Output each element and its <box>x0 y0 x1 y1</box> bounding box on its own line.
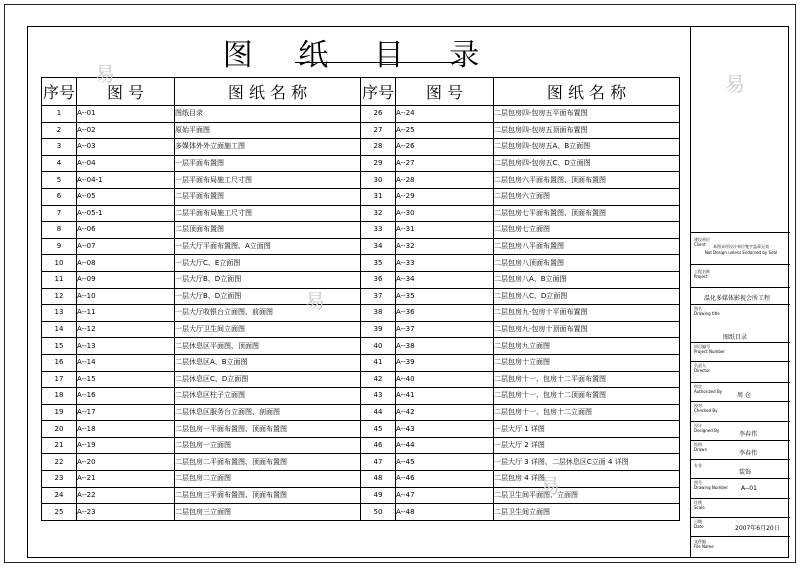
row-drawing-code: A--30 <box>396 205 494 222</box>
row-drawing-code: A--04-1 <box>77 172 175 189</box>
row-drawing-name: 一层大厅C、E立面图 <box>175 255 361 272</box>
row-drawing-code: A--32 <box>396 238 494 255</box>
project-label-en: Project <box>694 274 708 279</box>
row-index: 3 <box>42 139 77 156</box>
row-drawing-name: 二层包房二立面图 <box>175 471 361 488</box>
table-row <box>42 255 680 272</box>
row-index: 2 <box>42 122 77 139</box>
row-index: 10 <box>42 255 77 272</box>
row-drawing-name: 二层包房一平面布置图、顶面布置图 <box>175 421 361 438</box>
table-row <box>42 504 680 521</box>
scale-label: 比例 <box>694 500 702 505</box>
client-label: 建设单位 <box>694 237 710 242</box>
date-value: 2007年6月20日 <box>735 525 780 532</box>
table-row <box>42 354 680 371</box>
row-drawing-code: A--01 <box>77 106 175 123</box>
table-row <box>42 155 680 172</box>
row-drawing-name: 二层包房七平面布置图、顶面布置图 <box>494 205 680 222</box>
drawn-label: 绘图 <box>694 442 702 447</box>
row-drawing-name: 二层包房十一、包房十二平面布置图 <box>494 371 680 388</box>
table-row <box>42 487 680 504</box>
file-name-label-en: File Name <box>694 544 714 549</box>
discipline-label: 专业 <box>694 463 702 468</box>
table-row <box>42 222 680 239</box>
seal-note: 本图未经设计单位签字盖章无效 <box>713 244 769 249</box>
row-drawing-code: A--27 <box>396 155 494 172</box>
row-drawing-code: A--45 <box>396 454 494 471</box>
authorized-label-en: Authorized By <box>694 389 723 394</box>
row-index: 16 <box>42 354 77 371</box>
row-drawing-code: A--33 <box>396 255 494 272</box>
row-index: 25 <box>42 504 77 521</box>
row-drawing-code: A--14 <box>77 354 175 371</box>
designed-label-en: Designed By <box>694 428 720 433</box>
row-index: 21 <box>42 437 77 454</box>
row-drawing-code: A--08 <box>77 255 175 272</box>
row-drawing-code: A--38 <box>396 338 494 355</box>
row-index: 6 <box>42 188 77 205</box>
row-drawing-name: 二层包房八A、B立面图 <box>494 271 680 288</box>
row-drawing-code: A--29 <box>396 188 494 205</box>
header-index-right: 序号 <box>361 78 396 106</box>
row-index: 44 <box>361 404 396 421</box>
drawing-number-label: 图号 <box>694 480 702 485</box>
row-drawing-code: A--41 <box>396 388 494 405</box>
row-drawing-code: A--44 <box>396 437 494 454</box>
row-drawing-code: A--48 <box>396 504 494 521</box>
row-drawing-code: A--24 <box>396 106 494 123</box>
project-label: 工程名称 <box>694 269 710 274</box>
row-drawing-code: A--46 <box>396 471 494 488</box>
row-drawing-name: 二层包房二平面布置图、顶面布置图 <box>175 454 361 471</box>
row-index: 18 <box>42 388 77 405</box>
row-index: 14 <box>42 321 77 338</box>
row-drawing-name: 多媒体外外立面施工图 <box>175 139 361 156</box>
row-drawing-name: 二层包房六立面图 <box>494 188 680 205</box>
row-index: 29 <box>361 155 396 172</box>
row-index: 8 <box>42 222 77 239</box>
row-index: 15 <box>42 338 77 355</box>
row-index: 5 <box>42 172 77 189</box>
row-drawing-name: 二层包房八顶面布置图 <box>494 255 680 272</box>
watermark-glyph: 易 <box>95 62 115 86</box>
row-index: 42 <box>361 371 396 388</box>
row-drawing-name: 二层卫生间平面图、立面图 <box>494 487 680 504</box>
row-index: 45 <box>361 421 396 438</box>
row-index: 47 <box>361 454 396 471</box>
row-drawing-name: 二层包房九-包房十平面布置图 <box>494 305 680 322</box>
director-label: 负责人 <box>694 363 706 368</box>
row-drawing-code: A--25 <box>396 122 494 139</box>
header-index-left: 序号 <box>42 78 77 106</box>
discipline-value: 装饰 <box>739 469 752 476</box>
drawn-value: 李春伟 <box>739 450 758 457</box>
row-index: 1 <box>42 106 77 123</box>
row-drawing-name: 二层平面布局施工尺寸图 <box>175 205 361 222</box>
row-index: 27 <box>361 122 396 139</box>
row-index: 49 <box>361 487 396 504</box>
row-index: 7 <box>42 205 77 222</box>
scale-label-en: Scale <box>694 505 705 510</box>
row-drawing-code: A--20 <box>77 454 175 471</box>
row-drawing-name: 二层休息区A、B立面图 <box>175 354 361 371</box>
authorized-label: 审定 <box>694 384 702 389</box>
title-block <box>690 26 789 558</box>
table-row <box>42 338 680 355</box>
director-label-en: Director <box>694 368 711 373</box>
row-drawing-code: A--37 <box>396 321 494 338</box>
row-index: 4 <box>42 155 77 172</box>
catalog-table <box>41 77 680 521</box>
drawing-title-value: 图纸目录 <box>723 334 748 341</box>
row-drawing-code: A--12 <box>77 321 175 338</box>
project-number-label-en: Project Number <box>694 349 726 354</box>
row-drawing-name: 图纸目录 <box>175 106 361 123</box>
row-drawing-code: A--17 <box>77 404 175 421</box>
page-title: 图 纸 目 录 <box>222 38 498 73</box>
row-drawing-code: A--39 <box>396 354 494 371</box>
row-drawing-name: 二层平面布置图 <box>175 188 361 205</box>
row-index: 35 <box>361 255 396 272</box>
table-row <box>42 205 680 222</box>
row-drawing-code: A--10 <box>77 288 175 305</box>
row-drawing-name: 二层包房七立面图 <box>494 222 680 239</box>
row-drawing-name: 一层大厅平面布置图、A立面图 <box>175 238 361 255</box>
row-drawing-name: 一层平面布置图 <box>175 155 361 172</box>
row-drawing-code: A--42 <box>396 404 494 421</box>
row-drawing-code: A--09 <box>77 271 175 288</box>
table-row <box>42 139 680 156</box>
watermark-glyph: 易 <box>725 72 745 96</box>
table-row <box>42 388 680 405</box>
row-index: 39 <box>361 321 396 338</box>
row-drawing-name: 二层顶面布置图 <box>175 222 361 239</box>
drawing-title-label: 图名 <box>694 306 702 311</box>
row-drawing-name: 二层包房一立面图 <box>175 437 361 454</box>
row-drawing-name: 二层包房三平面布置图、顶面布置图 <box>175 487 361 504</box>
row-drawing-name: 一层大厅 2 详图 <box>494 437 680 454</box>
row-index: 38 <box>361 305 396 322</box>
table-row <box>42 172 680 189</box>
row-drawing-name: 二层包房十立面图 <box>494 354 680 371</box>
client-label-en: Client <box>694 242 706 247</box>
watermark-glyph: 易 <box>540 474 560 498</box>
row-drawing-name: 原始平面图 <box>175 122 361 139</box>
seal-note-en: Not Design unless Endorsed by Seal <box>704 250 778 255</box>
row-drawing-name: 一层平面布局施工尺寸图 <box>175 172 361 189</box>
row-index: 50 <box>361 504 396 521</box>
table-row <box>42 404 680 421</box>
row-drawing-name: 一层大厅收银台立面图、前面图 <box>175 305 361 322</box>
row-drawing-code: A--05-1 <box>77 205 175 222</box>
checked-label: 校对 <box>694 403 702 408</box>
table-row <box>42 106 680 123</box>
row-drawing-code: A--35 <box>396 288 494 305</box>
row-index: 46 <box>361 437 396 454</box>
row-drawing-name: 二层包房四-包房五A、B立面图 <box>494 139 680 156</box>
row-drawing-name: 一层大厅 3 详图、二层休息区C立面 4 详图 <box>494 454 680 471</box>
row-drawing-code: A--23 <box>77 504 175 521</box>
row-drawing-name: 二层包房三立面图 <box>175 504 361 521</box>
row-drawing-name: 二层包房八平面布置图 <box>494 238 680 255</box>
row-index: 28 <box>361 139 396 156</box>
row-drawing-code: A--04 <box>77 155 175 172</box>
row-index: 24 <box>42 487 77 504</box>
row-index: 43 <box>361 388 396 405</box>
row-drawing-code: A--31 <box>396 222 494 239</box>
title-underline <box>295 62 465 63</box>
row-index: 12 <box>42 288 77 305</box>
row-index: 30 <box>361 172 396 189</box>
row-drawing-code: A--21 <box>77 471 175 488</box>
row-drawing-code: A--47 <box>396 487 494 504</box>
designed-value: 李春伟 <box>739 431 758 438</box>
row-drawing-name: 二层卫生间立面图 <box>494 504 680 521</box>
table-row <box>42 238 680 255</box>
row-drawing-code: A--26 <box>396 139 494 156</box>
table-row <box>42 454 680 471</box>
date-label-en: Date <box>694 524 704 529</box>
watermark-glyph: 易 <box>305 289 325 313</box>
row-drawing-name: 二层休息区服务台立面图、剖面图 <box>175 404 361 421</box>
table-row <box>42 471 680 488</box>
row-drawing-name: 二层包房十一、包房十二顶面布置图 <box>494 388 680 405</box>
project-name: 温化多媒体影视会所工程 <box>704 295 771 302</box>
row-drawing-name: 二层包房四-包房五顶面布置图 <box>494 122 680 139</box>
row-drawing-code: A--03 <box>77 139 175 156</box>
table-row <box>42 437 680 454</box>
designed-label: 设计 <box>694 423 702 428</box>
row-index: 32 <box>361 205 396 222</box>
row-drawing-name: 二层包房八C、D立面图 <box>494 288 680 305</box>
drawing-number-value: A--01 <box>741 485 757 492</box>
header-code-right: 图 号 <box>396 78 494 106</box>
authorized-value: 周 仓 <box>737 392 751 399</box>
row-drawing-name: 二层包房十一、包房十二立面图 <box>494 404 680 421</box>
table-row <box>42 288 680 305</box>
row-drawing-code: A--18 <box>77 421 175 438</box>
row-drawing-code: A--16 <box>77 388 175 405</box>
header-name-left: 图 纸 名 称 <box>175 78 361 106</box>
row-index: 23 <box>42 471 77 488</box>
row-drawing-name: 二层包房四-包房五C、D立面图 <box>494 155 680 172</box>
table-row <box>42 421 680 438</box>
row-index: 9 <box>42 238 77 255</box>
row-index: 26 <box>361 106 396 123</box>
row-drawing-name: 一层大厅卫生间立面图 <box>175 321 361 338</box>
row-drawing-code: A--11 <box>77 305 175 322</box>
row-drawing-name: 一层大厅B、D立面图 <box>175 288 361 305</box>
table-row <box>42 188 680 205</box>
row-drawing-name: 二层休息区平面图、顶面图 <box>175 338 361 355</box>
table-header-row <box>42 78 680 106</box>
drawing-title-label-en: Drawing title <box>694 311 720 316</box>
row-drawing-code: A--19 <box>77 437 175 454</box>
row-index: 17 <box>42 371 77 388</box>
row-drawing-name: 一层大厅 1 详图 <box>494 421 680 438</box>
row-index: 11 <box>42 271 77 288</box>
row-drawing-code: A--15 <box>77 371 175 388</box>
header-name-right: 图 纸 名 称 <box>494 78 680 106</box>
drawn-label-en: Drawn <box>694 447 707 452</box>
row-index: 19 <box>42 404 77 421</box>
row-drawing-name: 二层包房九-包房十顶面布置图 <box>494 321 680 338</box>
row-index: 40 <box>361 338 396 355</box>
table-row <box>42 305 680 322</box>
row-index: 37 <box>361 288 396 305</box>
row-drawing-code: A--40 <box>396 371 494 388</box>
row-drawing-name: 一层大厅B、D立面图 <box>175 271 361 288</box>
row-drawing-code: A--34 <box>396 271 494 288</box>
drawing-number-label-en: Drawing Number <box>694 485 728 490</box>
project-number-label: 项目编号 <box>694 344 710 349</box>
row-drawing-name: 二层包房 4 详图 <box>494 471 680 488</box>
row-index: 33 <box>361 222 396 239</box>
row-index: 36 <box>361 271 396 288</box>
row-drawing-code: A--22 <box>77 487 175 504</box>
row-index: 34 <box>361 238 396 255</box>
date-label: 日期 <box>694 519 702 524</box>
row-drawing-name: 二层包房六平面布置图、顶面布置图 <box>494 172 680 189</box>
row-drawing-code: A--28 <box>396 172 494 189</box>
table-row <box>42 321 680 338</box>
row-drawing-code: A--02 <box>77 122 175 139</box>
table-row <box>42 371 680 388</box>
row-drawing-name: 二层包房九立面图 <box>494 338 680 355</box>
row-index: 22 <box>42 454 77 471</box>
row-drawing-name: 二层包房四-包房五平面布置图 <box>494 106 680 123</box>
row-drawing-code: A--06 <box>77 222 175 239</box>
row-index: 31 <box>361 188 396 205</box>
file-name-label: 文件编 <box>694 539 706 544</box>
table-row <box>42 122 680 139</box>
checked-label-en: Checked By <box>694 408 718 413</box>
row-drawing-name: 二层休息区C、D立面图 <box>175 371 361 388</box>
table-row <box>42 271 680 288</box>
row-index: 48 <box>361 471 396 488</box>
row-drawing-name: 二层休息区柱子立面图 <box>175 388 361 405</box>
row-drawing-code: A--43 <box>396 421 494 438</box>
row-drawing-code: A--07 <box>77 238 175 255</box>
row-drawing-code: A--36 <box>396 305 494 322</box>
row-drawing-code: A--13 <box>77 338 175 355</box>
row-index: 41 <box>361 354 396 371</box>
row-index: 20 <box>42 421 77 438</box>
row-index: 13 <box>42 305 77 322</box>
header-code-left: 图 号 <box>77 78 175 106</box>
row-drawing-code: A--05 <box>77 188 175 205</box>
